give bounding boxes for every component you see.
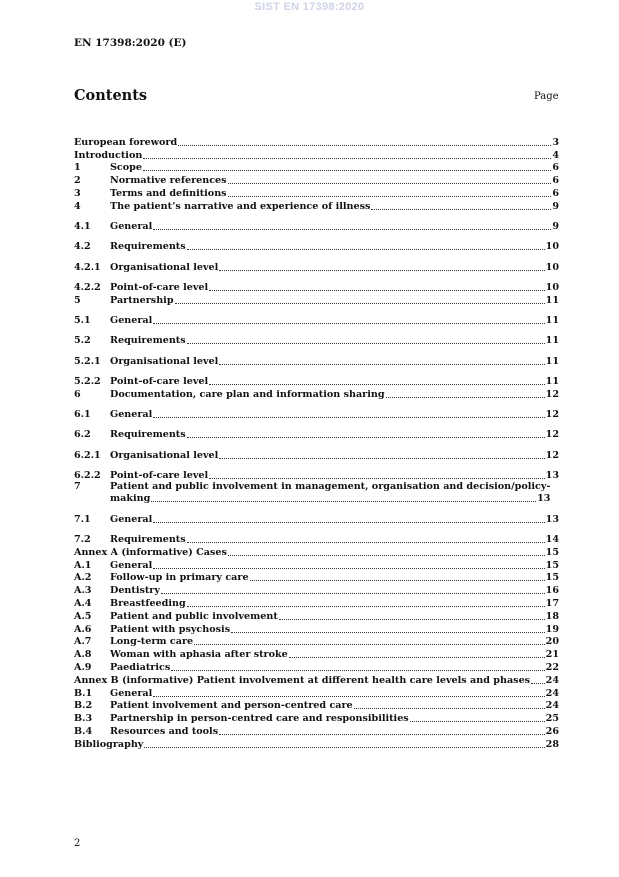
toc-entry-number: 6.2.2 [74,469,101,481]
toc-entry-number: B.1 [74,687,93,699]
toc-entry-title: Requirements [110,335,186,347]
dot-leader [175,303,545,304]
toc-entry-page: 22 [545,661,559,673]
watermark: SIST EN 17398:2020 [254,1,365,13]
toc-entry-title: General [110,513,153,525]
toc-entry[interactable] [74,609,559,622]
dot-leader [187,606,545,607]
toc-entry[interactable] [74,219,559,232]
toc-entry-title: Annex B (informative) Patient involvement at different health care levels and phases [74,674,531,686]
dot-leader [187,249,545,250]
toc-entry-title: General [110,315,153,327]
toc-entry-title: Partnership in person-centred care and responsibilities [110,713,409,725]
toc-entry-number: 5.2.2 [74,375,101,387]
dot-leader [153,417,544,418]
dot-leader [161,593,545,594]
toc-entry-number: 7.1 [74,513,91,525]
toc-entry-title: General [110,687,153,699]
toc-entry[interactable] [74,558,559,571]
dot-leader [228,196,552,197]
toc-entry-title: European foreword [74,136,178,148]
toc-entry[interactable] [74,407,559,420]
toc-entry-title: Bibliography [74,738,144,750]
toc-entry-title: Patient and public involvement [110,610,278,622]
dot-leader [153,696,544,697]
dot-leader [279,619,545,620]
toc-entry-number: 5.2.1 [74,355,101,367]
toc-entry[interactable] [74,724,559,737]
toc-entry-title: Terms and definitions [110,187,227,199]
toc-entry-number: B.4 [74,725,93,737]
toc-entry-title: Organisational level [110,355,219,367]
contents-title: Contents [74,87,148,104]
toc-entry-title: Organisational level [110,449,219,461]
toc-entry[interactable] [74,571,559,584]
toc-entry-page: 18 [545,610,559,622]
toc-entry-page: 21 [545,649,559,661]
toc-entry-number: A.1 [74,559,92,571]
toc-entry-page: 12 [545,449,559,461]
dot-leader [153,229,551,230]
toc-entry-page: 26 [545,725,559,737]
toc-entry-title: General [110,221,153,233]
toc-entry-title: Normative references [110,175,227,187]
toc-entry[interactable] [74,448,559,461]
toc-entry-page: 15 [545,559,559,571]
dot-leader [219,270,544,271]
toc-entry[interactable] [74,260,559,273]
toc-entry[interactable] [74,293,559,306]
toc-entry[interactable] [74,313,559,326]
toc-entry-page: 17 [545,597,559,609]
toc-entry-title: Breastfeeding [110,597,186,609]
dot-leader [250,580,545,581]
dot-leader [354,708,545,709]
dot-leader [187,437,545,438]
dot-leader [219,364,544,365]
toc-entry[interactable] [74,660,559,673]
toc-entry-title: The patient’s narrative and experience of illness [110,200,371,212]
toc-entry[interactable] [74,635,559,648]
toc-entry-title: Documentation, care plan and information sharing [110,388,385,400]
toc-entry[interactable] [74,374,559,387]
toc-entry-title: Partnership [110,294,174,306]
toc-entry-title-continued: making [110,493,151,505]
toc-entry-page: 16 [545,585,559,597]
dot-leader [371,209,551,210]
toc-entry-number: A.5 [74,610,92,622]
toc-entry-page: 15 [545,546,559,558]
dot-leader [531,683,545,684]
dot-leader [153,323,544,324]
toc-entry[interactable] [74,596,559,609]
toc-entry-page: 6 [552,162,559,174]
toc-entry-title: Requirements [110,241,186,253]
dot-leader [143,170,551,171]
toc-entry-title: General [110,559,153,571]
toc-entry-title: Requirements [110,429,186,441]
toc-entry-title: Resources and tools [110,725,219,737]
toc-entry[interactable] [74,699,559,712]
dot-leader [144,747,544,748]
toc-entry[interactable] [74,186,559,199]
dot-leader [231,632,545,633]
toc-entry-number: 4.2.2 [74,281,101,293]
dot-leader [153,568,544,569]
toc-entry-page: 12 [545,388,559,400]
toc-entry[interactable] [74,240,559,253]
toc-entry-page: 9 [552,221,559,233]
toc-entry-title: Organisational level [110,261,219,273]
toc-entry-number: A.8 [74,649,92,661]
toc-entry-page: 10 [545,261,559,273]
toc-entry-title: Follow-up in primary care [110,572,249,584]
toc-entry-title: Scope [110,162,142,174]
toc-entry-number: 4.2.1 [74,261,101,273]
toc-entry-number: 4.1 [74,221,91,233]
toc-entry-page: 20 [545,636,559,648]
toc-entry-page: 13 [545,469,559,481]
toc-entry-number: A.2 [74,572,92,584]
toc-entry-number: B.2 [74,700,93,712]
dot-leader [171,670,544,671]
page-column-label: Page [534,91,559,102]
toc-entry-number: 3 [74,187,81,199]
toc-entry-page: 4 [552,149,559,161]
toc-entry[interactable] [74,135,559,148]
dot-leader [228,555,545,556]
dot-leader [187,343,545,344]
toc-entry-number: A.9 [74,661,92,673]
toc-entry-number: 6.2.1 [74,449,101,461]
document-header: EN 17398:2020 (E) [74,37,187,49]
toc-entry[interactable] [74,161,559,174]
toc-entry-page: 15 [545,572,559,584]
dot-leader [219,458,544,459]
toc-entry[interactable] [74,686,559,699]
toc-entry[interactable] [74,334,559,347]
toc-entry-number: 4.2 [74,241,91,253]
toc-entry-page: 6 [552,175,559,187]
toc-entry-title: Point-of-care level [110,375,209,387]
toc-entry-title: Point-of-care level [110,469,209,481]
toc-entry[interactable] [74,647,559,660]
toc-entry-page: 12 [545,409,559,421]
toc-entry-number: A.7 [74,636,92,648]
toc-entry[interactable] [74,387,559,400]
toc-entry-title: Point-of-care level [110,281,209,293]
dot-leader [209,290,544,291]
toc-entry-page: 10 [545,241,559,253]
toc-entry-number: 1 [74,162,81,174]
toc-entry-number: 5.2 [74,335,91,347]
dot-leader [209,384,544,385]
toc-entry[interactable] [74,280,559,293]
toc-entry[interactable] [74,737,559,750]
dot-leader [228,183,552,184]
toc-entry-page: 14 [545,533,559,545]
toc-entry-page: 11 [545,375,559,387]
toc-entry-page: 19 [545,623,559,635]
toc-entry-page: 25 [545,713,559,725]
toc-entry-title: Patient with psychosis [110,623,231,635]
toc-entry-page: 12 [545,429,559,441]
toc-entry[interactable] [74,545,559,558]
toc-entry[interactable] [74,512,559,525]
toc-entry-title: Dentistry [110,585,160,597]
toc-entry-page: 3 [552,136,559,148]
toc-entry[interactable] [74,173,559,186]
toc-entry-number: A.4 [74,597,92,609]
toc-entry-number: 6.2 [74,429,91,441]
toc-entry[interactable] [74,622,559,635]
toc-entry[interactable] [74,354,559,367]
dot-leader [194,644,545,645]
toc-entry[interactable] [74,673,559,686]
toc-entry-page: 6 [552,187,559,199]
dot-leader [386,397,545,398]
toc-entry-page: 13 [537,493,551,505]
page-number: 2 [74,838,81,849]
toc-entry-number: 7.2 [74,533,91,545]
toc-entry-number: 5 [74,294,81,306]
toc-entry[interactable] [74,148,559,161]
toc-entry[interactable] [74,583,559,596]
toc-entry-title: Paediatrics [110,661,171,673]
dot-leader [178,145,551,146]
toc-entry-title: Annex A (informative) Cases [74,546,227,558]
toc-entry[interactable] [74,532,559,545]
toc-entry-number: B.3 [74,713,93,725]
dot-leader [209,478,544,479]
toc-entry[interactable] [74,468,559,481]
toc-entry-page: 11 [545,355,559,367]
dot-leader [219,734,545,735]
toc-entry-title: Patient involvement and person-centred care [110,700,353,712]
toc-entry-number: 2 [74,175,81,187]
toc-entry-page: 9 [552,200,559,212]
toc-entry-page: 28 [545,738,559,750]
toc-entry-number: 6.1 [74,409,91,421]
toc-entry-page: 13 [545,513,559,525]
toc-entry-page: 24 [545,700,559,712]
toc-entry-page: 11 [545,315,559,327]
toc-entry-title: Long-term care [110,636,194,648]
toc-entry-number: A.6 [74,623,92,635]
toc-entry-page: 24 [545,687,559,699]
toc-entry[interactable] [74,481,559,504]
toc-entry-number: A.3 [74,585,92,597]
toc-entry-page: 11 [545,294,559,306]
toc-entry[interactable] [74,711,559,724]
dot-leader [153,522,544,523]
toc-entry-page: 11 [545,335,559,347]
toc-entry-number: 7 [74,480,81,492]
toc-entry[interactable] [74,199,559,212]
toc-entry-title: Woman with aphasia after stroke [110,649,288,661]
toc-entry-page: 24 [545,674,559,686]
dot-leader [143,158,551,159]
toc-entry-title: Patient and public involvement in management, organisation and decision/policy- [110,480,551,492]
toc-entry-title: Requirements [110,533,186,545]
toc-entry-title: Introduction [74,149,143,161]
toc-entry-title: General [110,409,153,421]
dot-leader [151,501,536,502]
dot-leader [289,657,545,658]
dot-leader [187,542,545,543]
toc-entry-number: 4 [74,200,81,212]
toc-entry[interactable] [74,428,559,441]
toc-entry-number: 6 [74,388,81,400]
dot-leader [410,721,545,722]
toc-entry-page: 10 [545,281,559,293]
toc-entry-number: 5.1 [74,315,91,327]
table-of-contents [74,135,559,750]
